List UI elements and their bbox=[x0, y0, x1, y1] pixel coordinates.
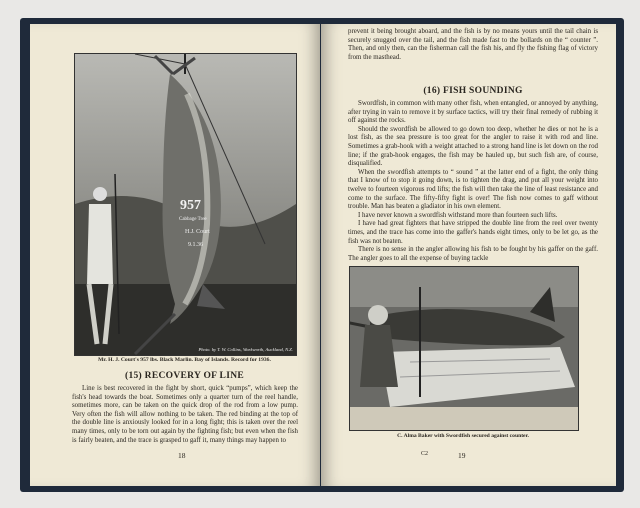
photo-caption: Mr. H. J. Court's 957 lbs. Black Marlin. Bay of Islands. Record for 1936. bbox=[98, 357, 271, 363]
section-heading: (15) RECOVERY OF LINE bbox=[124, 371, 244, 381]
section-body bbox=[348, 100, 598, 263]
photo-credit: Photo. by T. W. Collins, Warkworth, Auckland, N.Z. bbox=[198, 347, 293, 352]
intro-text bbox=[348, 28, 598, 62]
body-paragraph: There is no sense in the angler allowing his fish to be fought by his gaffer on the gaff. The angler goes to all the expense of buying tackle bbox=[348, 246, 598, 262]
body-paragraph: I have never known a swordfish withstand more than fourteen such lifts. bbox=[358, 211, 558, 219]
body-paragraph: Swordfish, in common with many other fish, when entangled, or annoyed by anything, after trying in vain to remove it by surface tactics, will try their final remedy of rubbing it off against the rocks. bbox=[348, 100, 598, 125]
swordfish-illustration bbox=[350, 267, 578, 430]
marlin-weight-label: 957 bbox=[180, 198, 201, 213]
marlin-date-label: 9.1.36 bbox=[188, 242, 203, 248]
marlin-location-label: Cabbage Tree bbox=[179, 217, 207, 222]
body-paragraph: Should the swordfish be allowed to go down too deep, whether he dies or not he is a lost fish, as the sea pressure is too great for the angler to raise it with rod and line. Sometimes a grab-hook with a weight attached to a strong hand line is let down on the rod line; if the grab-hook engages, the fish may be hauled up, but such fish are, of course, disqualified. bbox=[348, 125, 598, 168]
swordfish-photo bbox=[349, 266, 579, 431]
page-number: 18 bbox=[178, 451, 186, 460]
intro-paragraph: prevent it being brought aboard, and the fish is by no means yours until the tail chain is securely snugged over the tail, and the fish made fast to the bollards on the “ counter ”. Then, and only then, can the fisherman call the fish his, and fly the fishing flag of victory from the masthead. bbox=[348, 28, 598, 61]
section-body bbox=[72, 385, 298, 445]
left-page bbox=[30, 24, 320, 486]
signature-mark: C2 bbox=[421, 451, 429, 457]
page-number: 19 bbox=[458, 451, 466, 460]
body-paragraph: Line is best recovered in the fight by short, quick “pumps”, which keep the fish's head towards the boat. Sometimes only a quarter turn of the reel handle, sometimes more, can be taken on the quick drop of the rod from a low pump. Very often the fish will allow nothing to be taken. The red binding at the top of the double line is anxiously looked for in a long fight; this is taken over the reel many times, only to be torn out again by the fighting fish; but even when the fish is fairly beaten, and the trace is grasped to gaff it, many things may happen to bbox=[72, 385, 298, 444]
photo-caption: C. Alma Baker with Swordfish secured against counter. bbox=[397, 433, 529, 439]
body-paragraph: I have had great fighters that have stripped the double line from the reel over twenty times, and the trace has come into the gaffer's hands eight times, only to be let go, as the fish was not beaten. bbox=[348, 220, 598, 245]
marlin-photo bbox=[74, 53, 297, 356]
marlin-angler-label: H.J. Court bbox=[185, 229, 210, 235]
right-page bbox=[321, 24, 616, 486]
body-paragraph: When the swordfish attempts to “ sound ” at the latter end of a fight, the only thing that I know of to stop it going down, is to tighten the drag, and put all your weight into twelve to fourteen vigorous rod lifts; the fish will then take the line of least resistance and come to the surface. The fifty-fifty fight is over! The fish now comes to gaff without trouble. Man has beaten a gladiator in his own element. bbox=[348, 168, 598, 211]
marlin-illustration bbox=[75, 54, 296, 355]
section-heading: (16) FISH SOUNDING bbox=[423, 86, 523, 96]
